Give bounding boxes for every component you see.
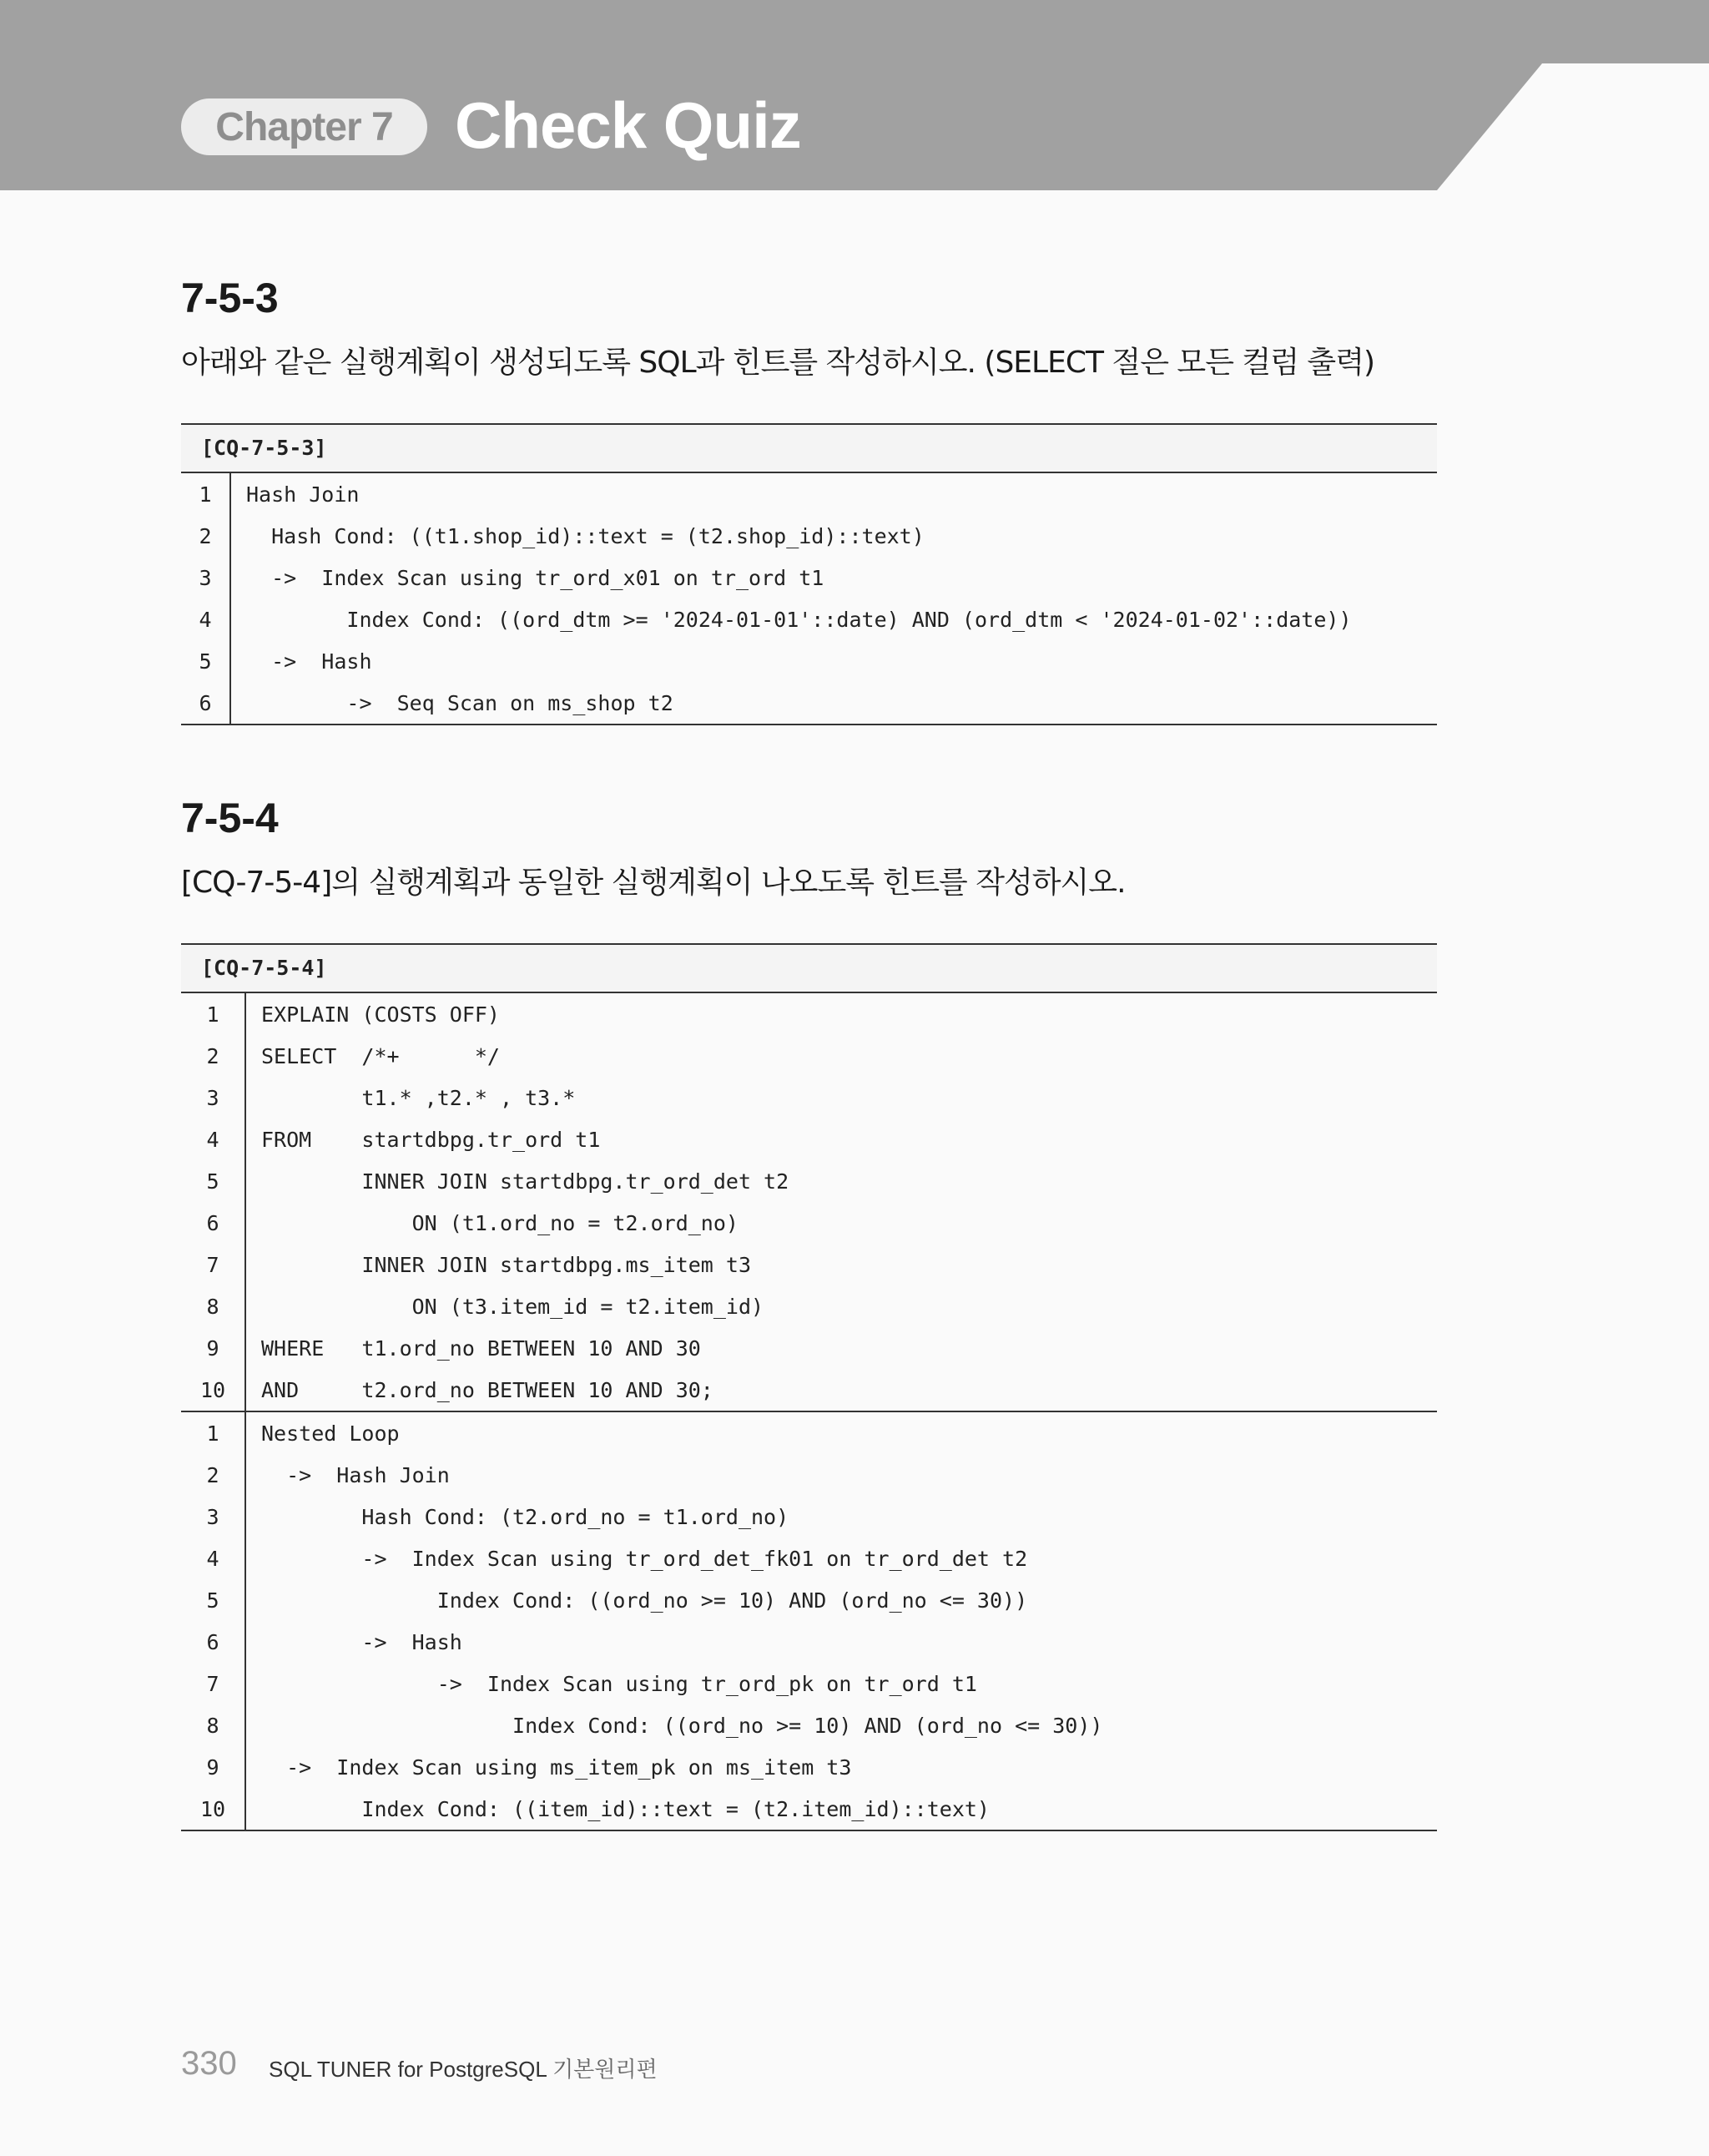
code-text: ON (t1.ord_no = t2.ord_no) <box>261 1210 739 1235</box>
code-text: Index Cond: ((ord_no >= 10) AND (ord_no <= 30)) <box>261 1588 1028 1613</box>
line-number: 1 <box>206 1421 219 1446</box>
code-line <box>181 473 1437 515</box>
code-text: -> Hash <box>246 649 372 674</box>
code-text: -> Index Scan using tr_ord_pk on tr_ord t1 <box>261 1671 977 1696</box>
line-number: 2 <box>206 1462 219 1487</box>
code-line <box>181 598 1437 640</box>
code-text: Hash Join <box>246 482 360 507</box>
chapter-label: Chapter 7 <box>181 98 427 155</box>
code-line <box>181 1327 1437 1369</box>
line-number: 6 <box>199 690 212 715</box>
code-text: Hash Cond: (t2.ord_no = t1.ord_no) <box>261 1504 789 1529</box>
code-text: Index Cond: ((ord_dtm >= '2024-01-01'::date) AND (ord_dtm < '2024-01-02'::date)) <box>246 607 1352 632</box>
line-number: 4 <box>206 1127 219 1152</box>
line-number: 7 <box>206 1671 219 1696</box>
page-number: 330 <box>181 2045 237 2082</box>
code-caption: [CQ-7-5-4] <box>181 945 1437 993</box>
line-number: 3 <box>206 1085 219 1110</box>
line-number: 5 <box>206 1588 219 1613</box>
line-number: 1 <box>206 1002 219 1027</box>
code-text: EXPLAIN (COSTS OFF) <box>261 1002 500 1027</box>
code-line <box>181 1537 1437 1579</box>
line-number: 5 <box>206 1169 219 1194</box>
code-text: Index Cond: ((item_id)::text = (t2.item_id)::text) <box>261 1796 990 1821</box>
code-line <box>181 993 1437 1035</box>
code-line <box>181 1202 1437 1244</box>
code-line <box>181 640 1437 682</box>
code-box-cq-7-5-4 <box>181 943 1437 1831</box>
code-text: INNER JOIN startdbpg.ms_item t3 <box>261 1252 751 1277</box>
line-number: 9 <box>206 1755 219 1780</box>
code-line <box>181 1579 1437 1621</box>
code-line <box>181 1118 1437 1160</box>
book-title-main: SQL TUNER for PostgreSQL <box>269 2057 547 2082</box>
code-text: WHERE t1.ord_no BETWEEN 10 AND 30 <box>261 1336 701 1361</box>
line-number: 9 <box>206 1336 219 1361</box>
code-text: -> Hash Join <box>261 1462 450 1487</box>
code-line <box>181 682 1437 724</box>
line-number: 10 <box>199 1377 226 1402</box>
line-number: 10 <box>199 1796 226 1821</box>
code-text: -> Index Scan using tr_ord_det_fk01 on tr_ord_det t2 <box>261 1546 1028 1571</box>
line-number: 8 <box>206 1713 219 1738</box>
code-text: FROM startdbpg.tr_ord t1 <box>261 1127 601 1152</box>
line-number: 3 <box>206 1504 219 1529</box>
code-line <box>181 1788 1437 1830</box>
section-description: 아래와 같은 실행계획이 생성되도록 SQL과 힌트를 작성하시오. (SELECT 절은 모든 컬럼 출력) <box>181 346 1375 380</box>
line-number: 2 <box>199 523 212 548</box>
line-number: 1 <box>199 482 212 507</box>
code-line <box>181 1035 1437 1077</box>
line-number: 6 <box>206 1629 219 1654</box>
line-number: 3 <box>199 565 212 590</box>
code-box-cq-7-5-3 <box>181 423 1437 725</box>
code-text: t1.* ,t2.* , t3.* <box>261 1085 576 1110</box>
code-caption: [CQ-7-5-3] <box>181 425 1437 473</box>
page-title: Check Quiz <box>455 88 801 162</box>
code-text: ON (t3.item_id = t2.item_id) <box>261 1294 764 1319</box>
line-number-divider <box>245 993 246 1411</box>
code-block <box>181 473 1437 724</box>
code-text: -> Hash <box>261 1629 462 1654</box>
code-line <box>181 1244 1437 1285</box>
code-text: -> Seq Scan on ms_shop t2 <box>246 690 673 715</box>
code-block-plan <box>181 1411 1437 1830</box>
code-line <box>181 1621 1437 1663</box>
code-line <box>181 1412 1437 1454</box>
code-line <box>181 1496 1437 1537</box>
code-line <box>181 1369 1437 1411</box>
section-description: [CQ-7-5-4]의 실행계획과 동일한 실행계획이 나오도록 힌트를 작성하시오. <box>181 866 1126 900</box>
header-band <box>0 0 1709 190</box>
section-number: 7-5-4 <box>181 795 279 841</box>
line-number: 7 <box>206 1252 219 1277</box>
code-text: Index Cond: ((ord_no >= 10) AND (ord_no <= 30)) <box>261 1713 1103 1738</box>
code-line <box>181 1663 1437 1704</box>
code-line <box>181 1746 1437 1788</box>
code-line <box>181 1704 1437 1746</box>
line-number: 4 <box>206 1546 219 1571</box>
code-line <box>181 1160 1437 1202</box>
code-text: -> Index Scan using tr_ord_x01 on tr_ord t1 <box>246 565 824 590</box>
code-block-sql <box>181 993 1437 1411</box>
code-text: INNER JOIN startdbpg.tr_ord_det t2 <box>261 1169 789 1194</box>
line-number: 2 <box>206 1043 219 1068</box>
code-text: Nested Loop <box>261 1421 400 1446</box>
line-number: 4 <box>199 607 212 632</box>
line-number: 6 <box>206 1210 219 1235</box>
line-number-divider <box>245 1412 246 1830</box>
book-title <box>269 2052 658 2083</box>
section-number: 7-5-3 <box>181 275 279 321</box>
code-text: Hash Cond: ((t1.shop_id)::text = (t2.shop_id)::text) <box>246 523 925 548</box>
code-line <box>181 1454 1437 1496</box>
code-text: -> Index Scan using ms_item_pk on ms_item t3 <box>261 1755 852 1780</box>
code-line <box>181 1285 1437 1327</box>
line-number-divider <box>229 473 231 724</box>
code-line <box>181 1077 1437 1118</box>
code-text: AND t2.ord_no BETWEEN 10 AND 30; <box>261 1377 713 1402</box>
code-text: SELECT /*+ */ <box>261 1043 500 1068</box>
line-number: 8 <box>206 1294 219 1319</box>
book-title-sub: 기본원리편 <box>552 2057 658 2082</box>
code-line <box>181 557 1437 598</box>
code-line <box>181 515 1437 557</box>
line-number: 5 <box>199 649 212 674</box>
